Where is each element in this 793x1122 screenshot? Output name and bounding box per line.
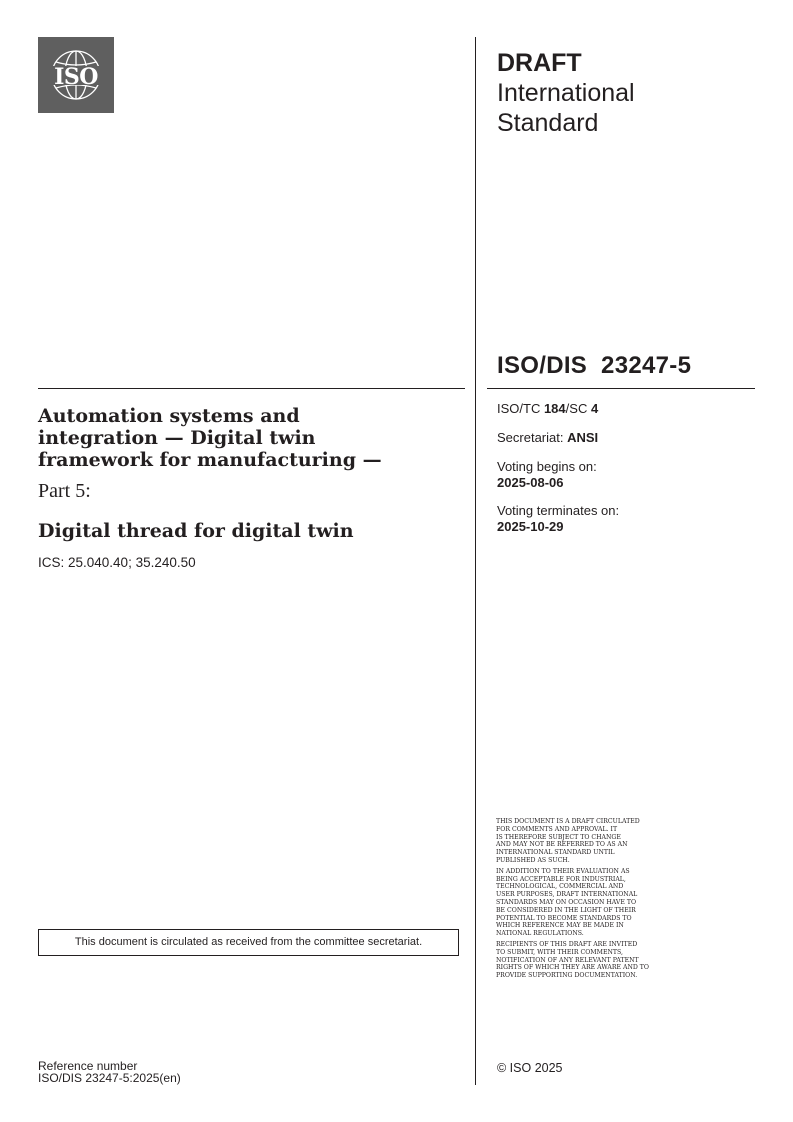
doc-type-line-standard: Standard: [497, 109, 599, 137]
voting-begins-label: Voting begins on:: [497, 459, 597, 474]
column-divider: [475, 37, 476, 1085]
reference-label: Reference number: [38, 1059, 138, 1073]
title-line-3: framework for manufacturing —: [38, 449, 382, 471]
voting-begins: [497, 459, 597, 491]
tc-number: 184: [543, 401, 566, 416]
disclaimer-paragraph-2: IN ADDITION TO THEIR EVALUATION AS BEING ACCEPTABLE FOR INDUSTRIAL, TECHNOLOGICAL, COMMERCIAL AND USER PURPOSES, DRAFT INTERNATIONAL STANDARDS MAY ON OCCASION HAVE TO BE CONSIDERED IN THE LIGHT OF THEIR POTENTIAL TO BECOME STANDARDS TO WHICH REFERENCE MAY BE MADE IN NATIONAL REGULATIONS.: [496, 867, 638, 938]
voting-begins-date: 2025-08-06: [497, 475, 564, 490]
document-type: [497, 48, 757, 138]
sc-prefix: /SC: [565, 401, 591, 416]
reference-value: ISO/DIS 23247-5:2025(en): [38, 1071, 181, 1085]
part-title: Digital thread for digital twin: [38, 520, 354, 542]
technical-committee: [497, 401, 598, 417]
title-line-2: integration — Digital twin: [38, 427, 316, 449]
secretariat: [497, 430, 598, 446]
doc-type-line-draft: DRAFT: [497, 49, 582, 77]
iso-logo-text: ISO: [54, 64, 98, 90]
disclaimer-paragraph-3: RECIPIENTS OF THIS DRAFT ARE INVITED TO SUBMIT, WITH THEIR COMMENTS, NOTIFICATION OF ANY RELEVANT PATENT RIGHTS OF WHICH THEY ARE AWARE AND TO PROVIDE SUPPORTING DOCUMENTATION.: [496, 940, 649, 980]
draft-disclaimer: [496, 818, 736, 983]
iso-logo: [38, 37, 114, 113]
document-title: [38, 405, 458, 471]
ics-codes: ICS: 25.040.40; 35.240.50: [38, 555, 196, 570]
document-number: ISO/DIS 23247-5: [497, 352, 692, 379]
disclaimer-paragraph-1: THIS DOCUMENT IS A DRAFT CIRCULATED FOR COMMENTS AND APPROVAL. IT IS THEREFORE SUBJECT TO CHANGE AND MAY NOT BE REFERRED TO AS AN INTERNATIONAL STANDARD UNTIL PUBLISHED AS SUCH.: [496, 818, 640, 864]
part-label: Part 5:: [38, 480, 91, 502]
reference-number: [38, 1060, 181, 1084]
doc-type-line-international: International: [497, 79, 635, 107]
tc-prefix: ISO/TC: [497, 401, 544, 416]
secretariat-label: Secretariat:: [497, 430, 568, 445]
circulation-notice: This document is circulated as received from the committee secretariat.: [38, 929, 459, 956]
voting-terminates-date: 2025-10-29: [497, 519, 564, 534]
left-rule: [38, 388, 465, 389]
copyright: © ISO 2025: [497, 1061, 563, 1075]
right-rule: [487, 388, 755, 389]
sc-number: 4: [590, 401, 599, 416]
voting-terminates-label: Voting terminates on:: [497, 503, 620, 518]
voting-terminates: [497, 503, 619, 535]
title-line-1: Automation systems and: [38, 405, 300, 427]
secretariat-value: ANSI: [567, 430, 599, 445]
